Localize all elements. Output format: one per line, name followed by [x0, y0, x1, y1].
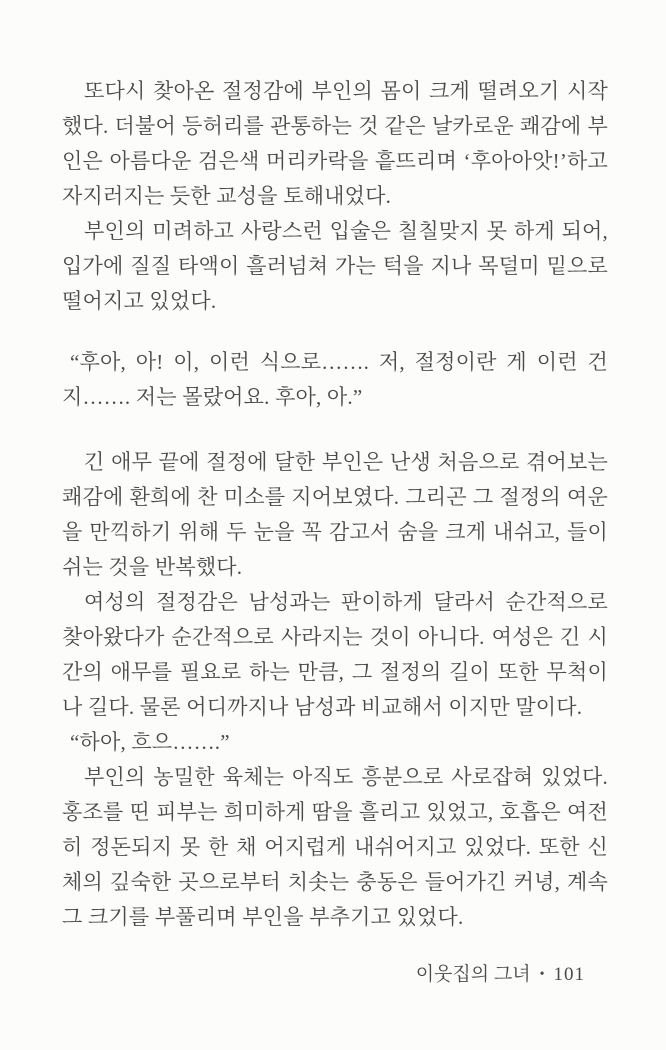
paragraph-2: 부인의 미려하고 사랑스런 입술은 칠칠맞지 못 하게 되어, 입가에 질질 타액이 흘러넘쳐 가는 턱을 지나 목덜미 밑으로 떨어지고 있었다. — [62, 219, 608, 313]
paragraph-1: 또다시 찾아온 절정감에 부인의 몸이 크게 떨려오기 시작했다. 더불어 등허리를 관통하는 것 같은 날카로운 쾌감에 부인은 아름다운 검은색 머리카락을 흩뜨리며 ‘후아아앗!’하고 자지러지는 듯한 교성을 토해내었다. — [62, 79, 608, 208]
footer-separator-dot: • — [539, 967, 545, 982]
page-number: 101 — [553, 964, 585, 985]
paragraph-4: 여성의 절정감은 남성과는 판이하게 달라서 순간적으로 찾아왔다가 순간적으로 사라지는 것이 아니다. 여성은 긴 시간의 애무를 필요로 하는 만큼, 그 절정의 길이 또한 무척이나 길다. 물론 어디까지나 남성과 비교해서 이지만 말이다. — [62, 590, 608, 719]
dialogue-paragraph-2: “하아, 흐으…….” — [70, 730, 230, 754]
book-title: 이웃집의 그녀 — [415, 964, 531, 985]
dialogue-paragraph-1: “후아, 아! 이, 이런 식으로……. 저, 절정이란 게 이런 건지……. 저는 몰랐어요. 후아, 아.” — [62, 350, 608, 409]
paragraph-3: 긴 애무 끝에 절정에 달한 부인은 난생 처음으로 겪어보는 쾌감에 환희에 찬 미소를 지어보였다. 그리곤 그 절정의 여운을 만끽하기 위해 두 눈을 꼭 감고서 숨을 크게 내쉬고, 들이쉬는 것을 반복했다. — [62, 450, 608, 579]
page-footer — [416, 963, 585, 987]
paragraph-5: 부인의 농밀한 육체는 아직도 흥분으로 사로잡혀 있었다. 홍조를 띤 피부는 희미하게 땀을 흘리고 있었고, 호흡은 여전히 정돈되지 못 한 채 어지럽게 내쉬어지고 있었다. 또한 신체의 깊숙한 곳으로부터 치솟는 충동은 들어가긴 커녕, 계속 그 크기를 부풀리며 부인을 부추기고 있었다. — [62, 765, 608, 929]
text-block — [62, 74, 608, 935]
